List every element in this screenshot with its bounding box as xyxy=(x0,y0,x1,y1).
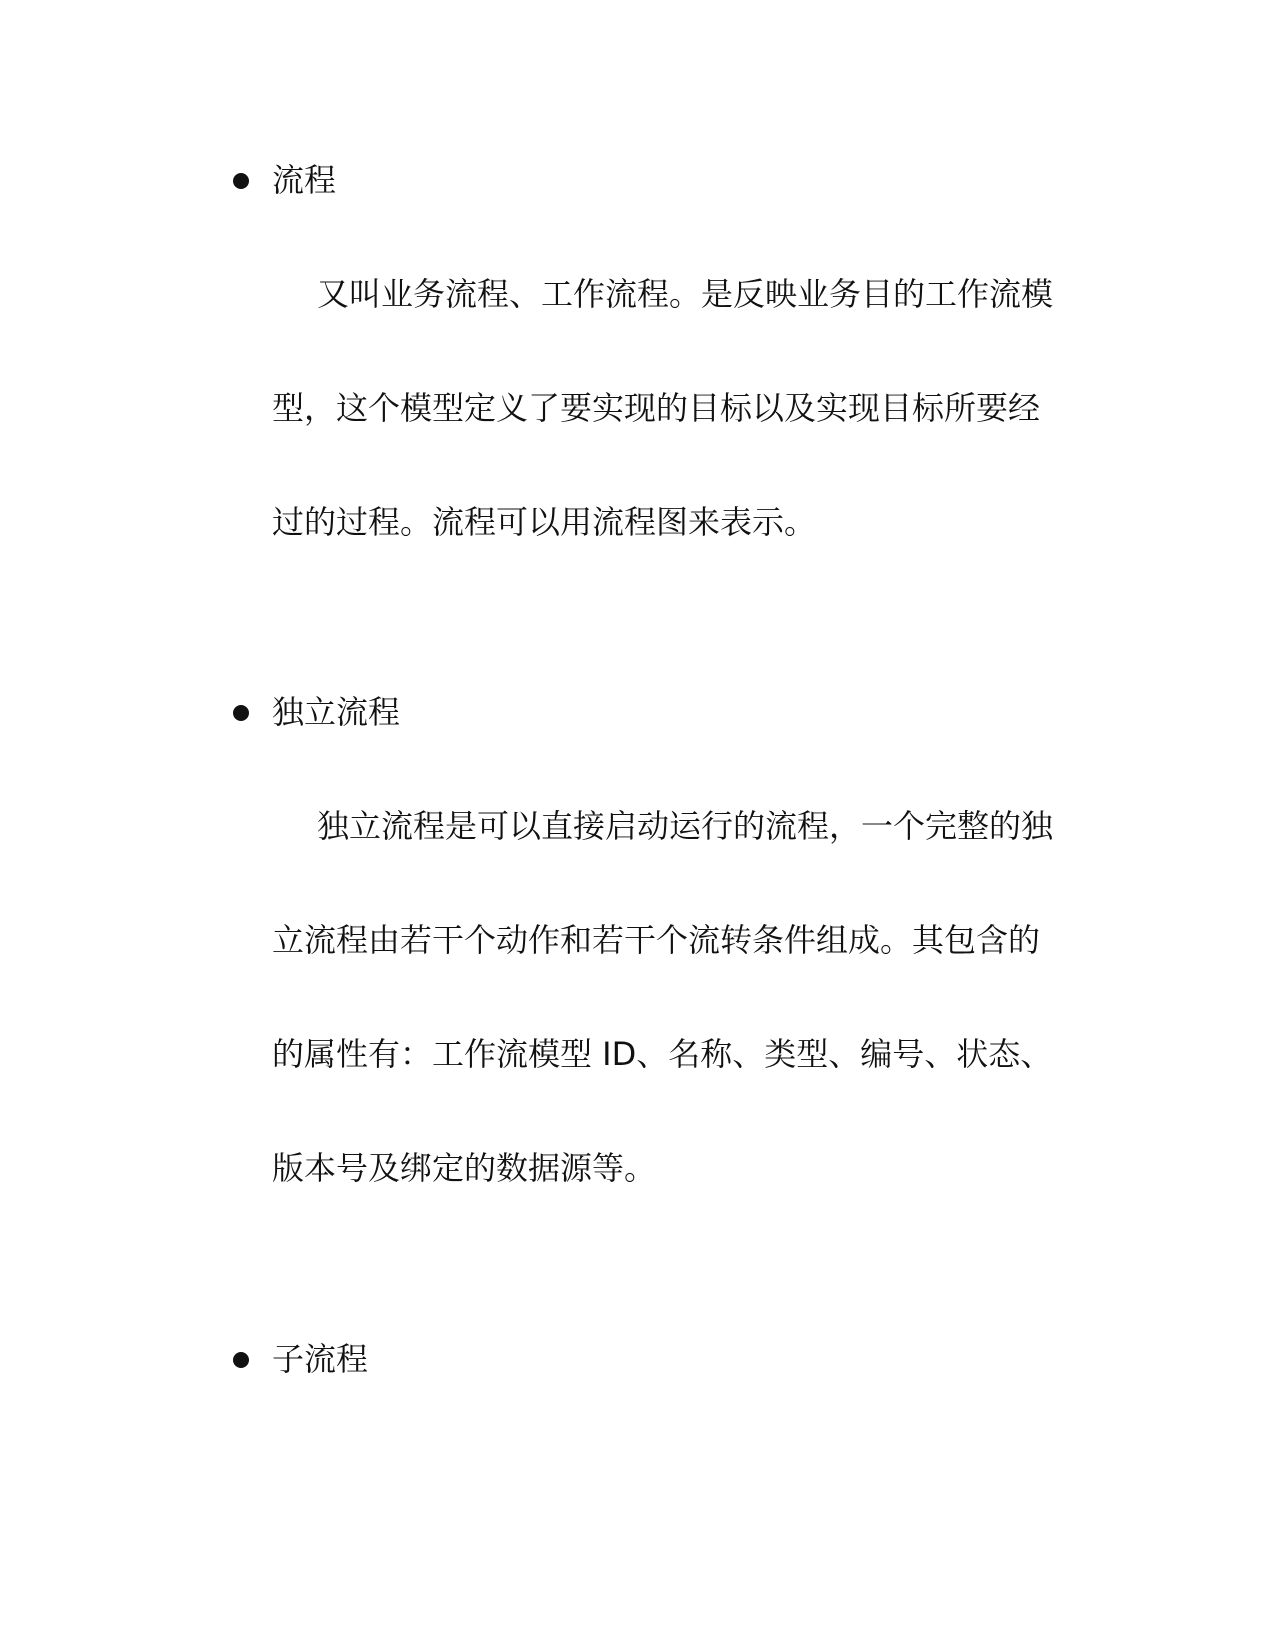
paragraph-line: 独立流程是可以直接启动运行的流程，一个完整的独 xyxy=(317,807,1054,845)
bullet-icon xyxy=(233,1352,249,1368)
section-heading: 流程 xyxy=(272,161,337,199)
bullet-icon xyxy=(233,705,249,721)
paragraph-line: 版本号及绑定的数据源等。 xyxy=(272,1149,657,1187)
paragraph-line: 立流程由若干个动作和若干个流转条件组成。其包含的 xyxy=(272,921,1041,959)
bullet-icon xyxy=(233,173,249,189)
paragraph-line: 型，这个模型定义了要实现的目标以及实现目标所要经 xyxy=(272,389,1041,427)
paragraph-line: 的属性有：工作流模型 ID、名称、类型、编号、状态、 xyxy=(272,1035,1053,1073)
paragraph-line: 过的过程。流程可以用流程图来表示。 xyxy=(272,503,817,541)
section-heading: 子流程 xyxy=(272,1340,369,1378)
paragraph-line: 又叫业务流程、工作流程。是反映业务目的工作流模 xyxy=(317,275,1054,313)
section-heading: 独立流程 xyxy=(272,693,401,731)
